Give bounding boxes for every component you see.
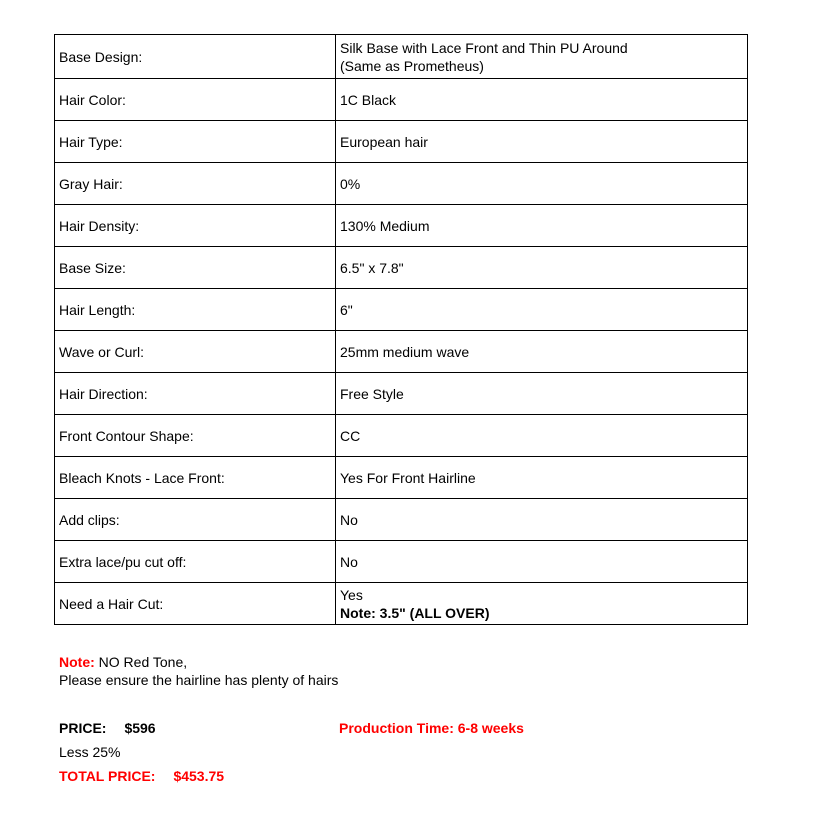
- spec-label: Front Contour Shape:: [55, 415, 336, 457]
- spec-label: Add clips:: [55, 499, 336, 541]
- spec-row: [55, 583, 748, 625]
- spec-value: [336, 247, 748, 289]
- spec-row: [55, 79, 748, 121]
- spec-value-line: CC: [340, 427, 361, 444]
- spec-row: [55, 205, 748, 247]
- spec-value: [336, 541, 748, 583]
- discount-text: Less 25%: [59, 744, 121, 760]
- price-row: [59, 719, 156, 737]
- spec-label: Bleach Knots - Lace Front:: [55, 457, 336, 499]
- spec-row: [55, 35, 748, 79]
- production-time: Production Time: 6-8 weeks: [339, 720, 524, 736]
- spec-value: [336, 163, 748, 205]
- total-price-value: $453.75: [173, 768, 225, 784]
- spec-value-line: Yes: [340, 586, 363, 603]
- spec-value: [336, 121, 748, 163]
- spec-label: Hair Color:: [55, 79, 336, 121]
- note-line-2: Please ensure the hairline has plenty of hairs: [59, 672, 339, 688]
- spec-value-line: 25mm medium wave: [340, 343, 470, 360]
- spec-value-line: 130% Medium: [340, 217, 430, 234]
- spec-row: [55, 541, 748, 583]
- spec-row: [55, 373, 748, 415]
- note-prefix: Note:: [59, 654, 95, 670]
- spec-label: Gray Hair:: [55, 163, 336, 205]
- spec-value-line: No: [340, 553, 358, 570]
- spec-row: [55, 457, 748, 499]
- total-price-label: TOTAL PRICE:: [59, 768, 156, 784]
- spec-value-line: Free Style: [340, 385, 404, 402]
- spec-label: Base Size:: [55, 247, 336, 289]
- order-spec-table: [54, 34, 748, 625]
- spec-value-line: 6": [340, 301, 353, 318]
- spec-value: [336, 373, 748, 415]
- spec-label: Need a Hair Cut:: [55, 583, 336, 625]
- spec-row: [55, 163, 748, 205]
- spec-row: [55, 415, 748, 457]
- spec-value: [336, 79, 748, 121]
- spec-value: [336, 205, 748, 247]
- spec-table-body: [55, 35, 748, 625]
- price-label: PRICE:: [59, 720, 107, 736]
- spec-label: Hair Type:: [55, 121, 336, 163]
- spec-label: Hair Density:: [55, 205, 336, 247]
- spec-value-line: 1C Black: [340, 91, 397, 108]
- spec-value-line: (Same as Prometheus): [340, 57, 484, 74]
- spec-value-note: Note: 3.5" (ALL OVER): [340, 604, 490, 621]
- spec-value-line: Silk Base with Lace Front and Thin PU Around: [340, 39, 628, 56]
- spec-row: [55, 121, 748, 163]
- spec-value-line: European hair: [340, 133, 428, 150]
- spec-value: [336, 583, 748, 625]
- spec-label: Extra lace/pu cut off:: [55, 541, 336, 583]
- price-value: $596: [124, 720, 156, 736]
- spec-row: [55, 499, 748, 541]
- spec-label: Hair Length:: [55, 289, 336, 331]
- note-block: [59, 653, 338, 689]
- spec-value: [336, 35, 748, 79]
- spec-value: [336, 457, 748, 499]
- spec-value: [336, 499, 748, 541]
- spec-value-line: 0%: [340, 175, 361, 192]
- spec-row: [55, 247, 748, 289]
- spec-label: Base Design:: [55, 35, 336, 79]
- note-line-1: NO Red Tone,: [94, 654, 188, 670]
- spec-value: [336, 331, 748, 373]
- spec-value: [336, 289, 748, 331]
- spec-value-line: 6.5" x 7.8": [340, 259, 404, 276]
- total-price-row: [59, 767, 224, 785]
- spec-row: [55, 289, 748, 331]
- spec-row: [55, 331, 748, 373]
- spec-label: Wave or Curl:: [55, 331, 336, 373]
- spec-label: Hair Direction:: [55, 373, 336, 415]
- spec-value: [336, 415, 748, 457]
- spec-value-line: No: [340, 511, 358, 528]
- spec-value-line: Yes For Front Hairline: [340, 469, 476, 486]
